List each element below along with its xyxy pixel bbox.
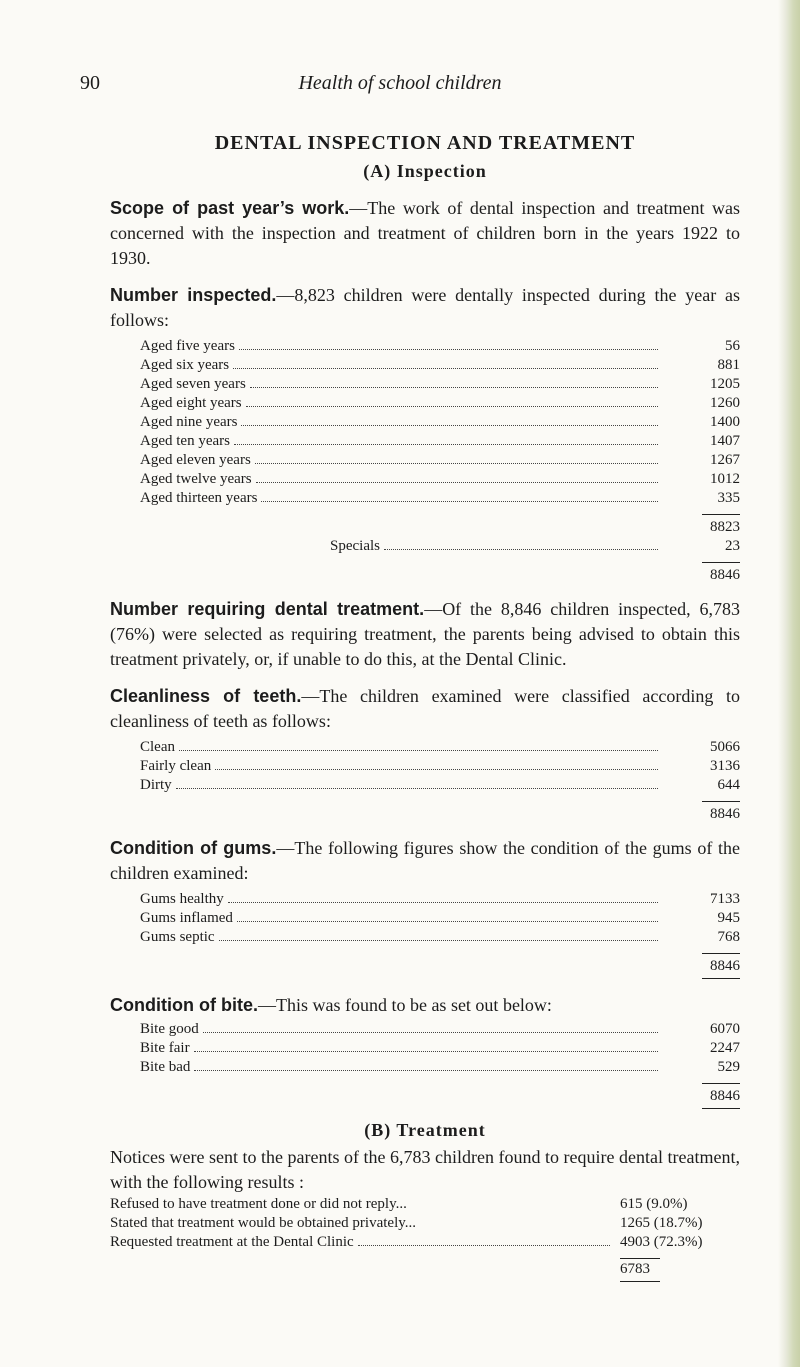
table-row: Aged five years 56 [140, 338, 740, 354]
total-rule [702, 801, 740, 802]
table-row: Bite fair 2247 [140, 1040, 740, 1056]
gums-paragraph [110, 836, 740, 886]
scope-text: —The work of dental inspection and treatment was concerned with the inspection and treatment of children born in the years 1922 to 1930. [110, 198, 740, 268]
bite-table [140, 1020, 740, 1109]
requiring-heading: Number requiring dental treatment. [110, 599, 425, 619]
page-body [110, 128, 740, 1282]
specials-row: Specials 23 [330, 538, 740, 554]
gums-heading: Condition of gums. [110, 838, 277, 858]
table-row: Aged nine years 1400 [140, 414, 740, 430]
table-row: Dirty 644 [140, 777, 740, 793]
total-rule [702, 1083, 740, 1084]
age-total: 8846 [710, 567, 740, 583]
table-row: Gums inflamed 945 [140, 910, 740, 926]
section-b-heading: (B) Treatment [364, 1120, 486, 1140]
table-row: Aged thirteen years 335 [140, 490, 740, 506]
bite-heading: Condition of bite. [110, 995, 258, 1015]
page-title: DENTAL INSPECTION AND TREATMENT [214, 132, 636, 154]
gums-text: —The following figures show the condition of the gums of the children examined: [110, 838, 740, 883]
table-row: Bite good 6070 [140, 1021, 740, 1037]
cleanliness-table [140, 738, 740, 824]
cleanliness-paragraph [110, 684, 740, 734]
table-row: Aged eight years 1260 [140, 395, 740, 411]
scope-paragraph [110, 196, 740, 271]
table-row: Stated that treatment would be obtained privately... 1265 (18.7%) [110, 1215, 703, 1231]
total-rule [702, 953, 740, 954]
number-inspected-text: —8,823 children were dentally inspected during the year as follows: [110, 285, 740, 330]
number-inspected-heading: Number inspected. [110, 285, 277, 305]
table-row: Gums septic 768 [140, 929, 740, 945]
treatment-total: 6783 [620, 1261, 650, 1277]
table-row: Aged six years 881 [140, 357, 740, 373]
table-row: Aged ten years 1407 [140, 433, 740, 449]
scope-heading: Scope of past year’s work. [110, 198, 350, 218]
table-row: Aged seven years 1205 [140, 376, 740, 392]
treatment-table [110, 1195, 740, 1282]
running-title: Health of school children [298, 72, 502, 94]
table-row: Aged eleven years 1267 [140, 452, 740, 468]
gums-table [140, 890, 740, 979]
requiring-text: —Of the 8,846 children inspected, 6,783 (76%) were selected as requiring treatment, the parents being advised to obtain this treatment privately, or, if unable to do this, at the Dental Clinic. [110, 599, 741, 669]
table-row: Gums healthy 7133 [140, 891, 740, 907]
total-rule [702, 562, 740, 563]
number-inspected-paragraph [110, 283, 740, 333]
page-edge-shadow [778, 0, 800, 1367]
table-row: Refused to have treatment done or did not reply... 615 (9.0%) [110, 1196, 688, 1212]
section-a-heading: (A) Inspection [363, 161, 487, 181]
table-row: Fairly clean 3136 [140, 758, 740, 774]
page-header [0, 62, 800, 102]
cleanliness-text: —The children examined were classified according to cleanliness of teeth as follows: [110, 686, 740, 731]
table-row: Aged twelve years 1012 [140, 471, 740, 487]
page-number: 90 [80, 72, 100, 94]
table-row: Bite bad 529 [140, 1059, 740, 1075]
age-subtotal: 8823 [710, 519, 740, 535]
requiring-paragraph [110, 597, 740, 672]
total-rule [702, 1108, 740, 1109]
table-row: Requested treatment at the Dental Clinic 4903 (72.3%) [110, 1234, 703, 1250]
age-table [140, 337, 740, 585]
total-rule [702, 978, 740, 979]
cleanliness-total: 8846 [710, 806, 740, 822]
table-row: Clean 5066 [140, 739, 740, 755]
bite-paragraph [110, 993, 740, 1018]
treatment-paragraph: Notices were sent to the parents of the 6,783 children found to require dental treatment, with the following results : [110, 1147, 740, 1192]
cleanliness-heading: Cleanliness of teeth. [110, 686, 302, 706]
total-rule [702, 514, 740, 515]
gums-total: 8846 [710, 958, 740, 974]
bite-total: 8846 [710, 1088, 740, 1104]
bite-text: —This was found to be as set out below: [257, 995, 552, 1015]
